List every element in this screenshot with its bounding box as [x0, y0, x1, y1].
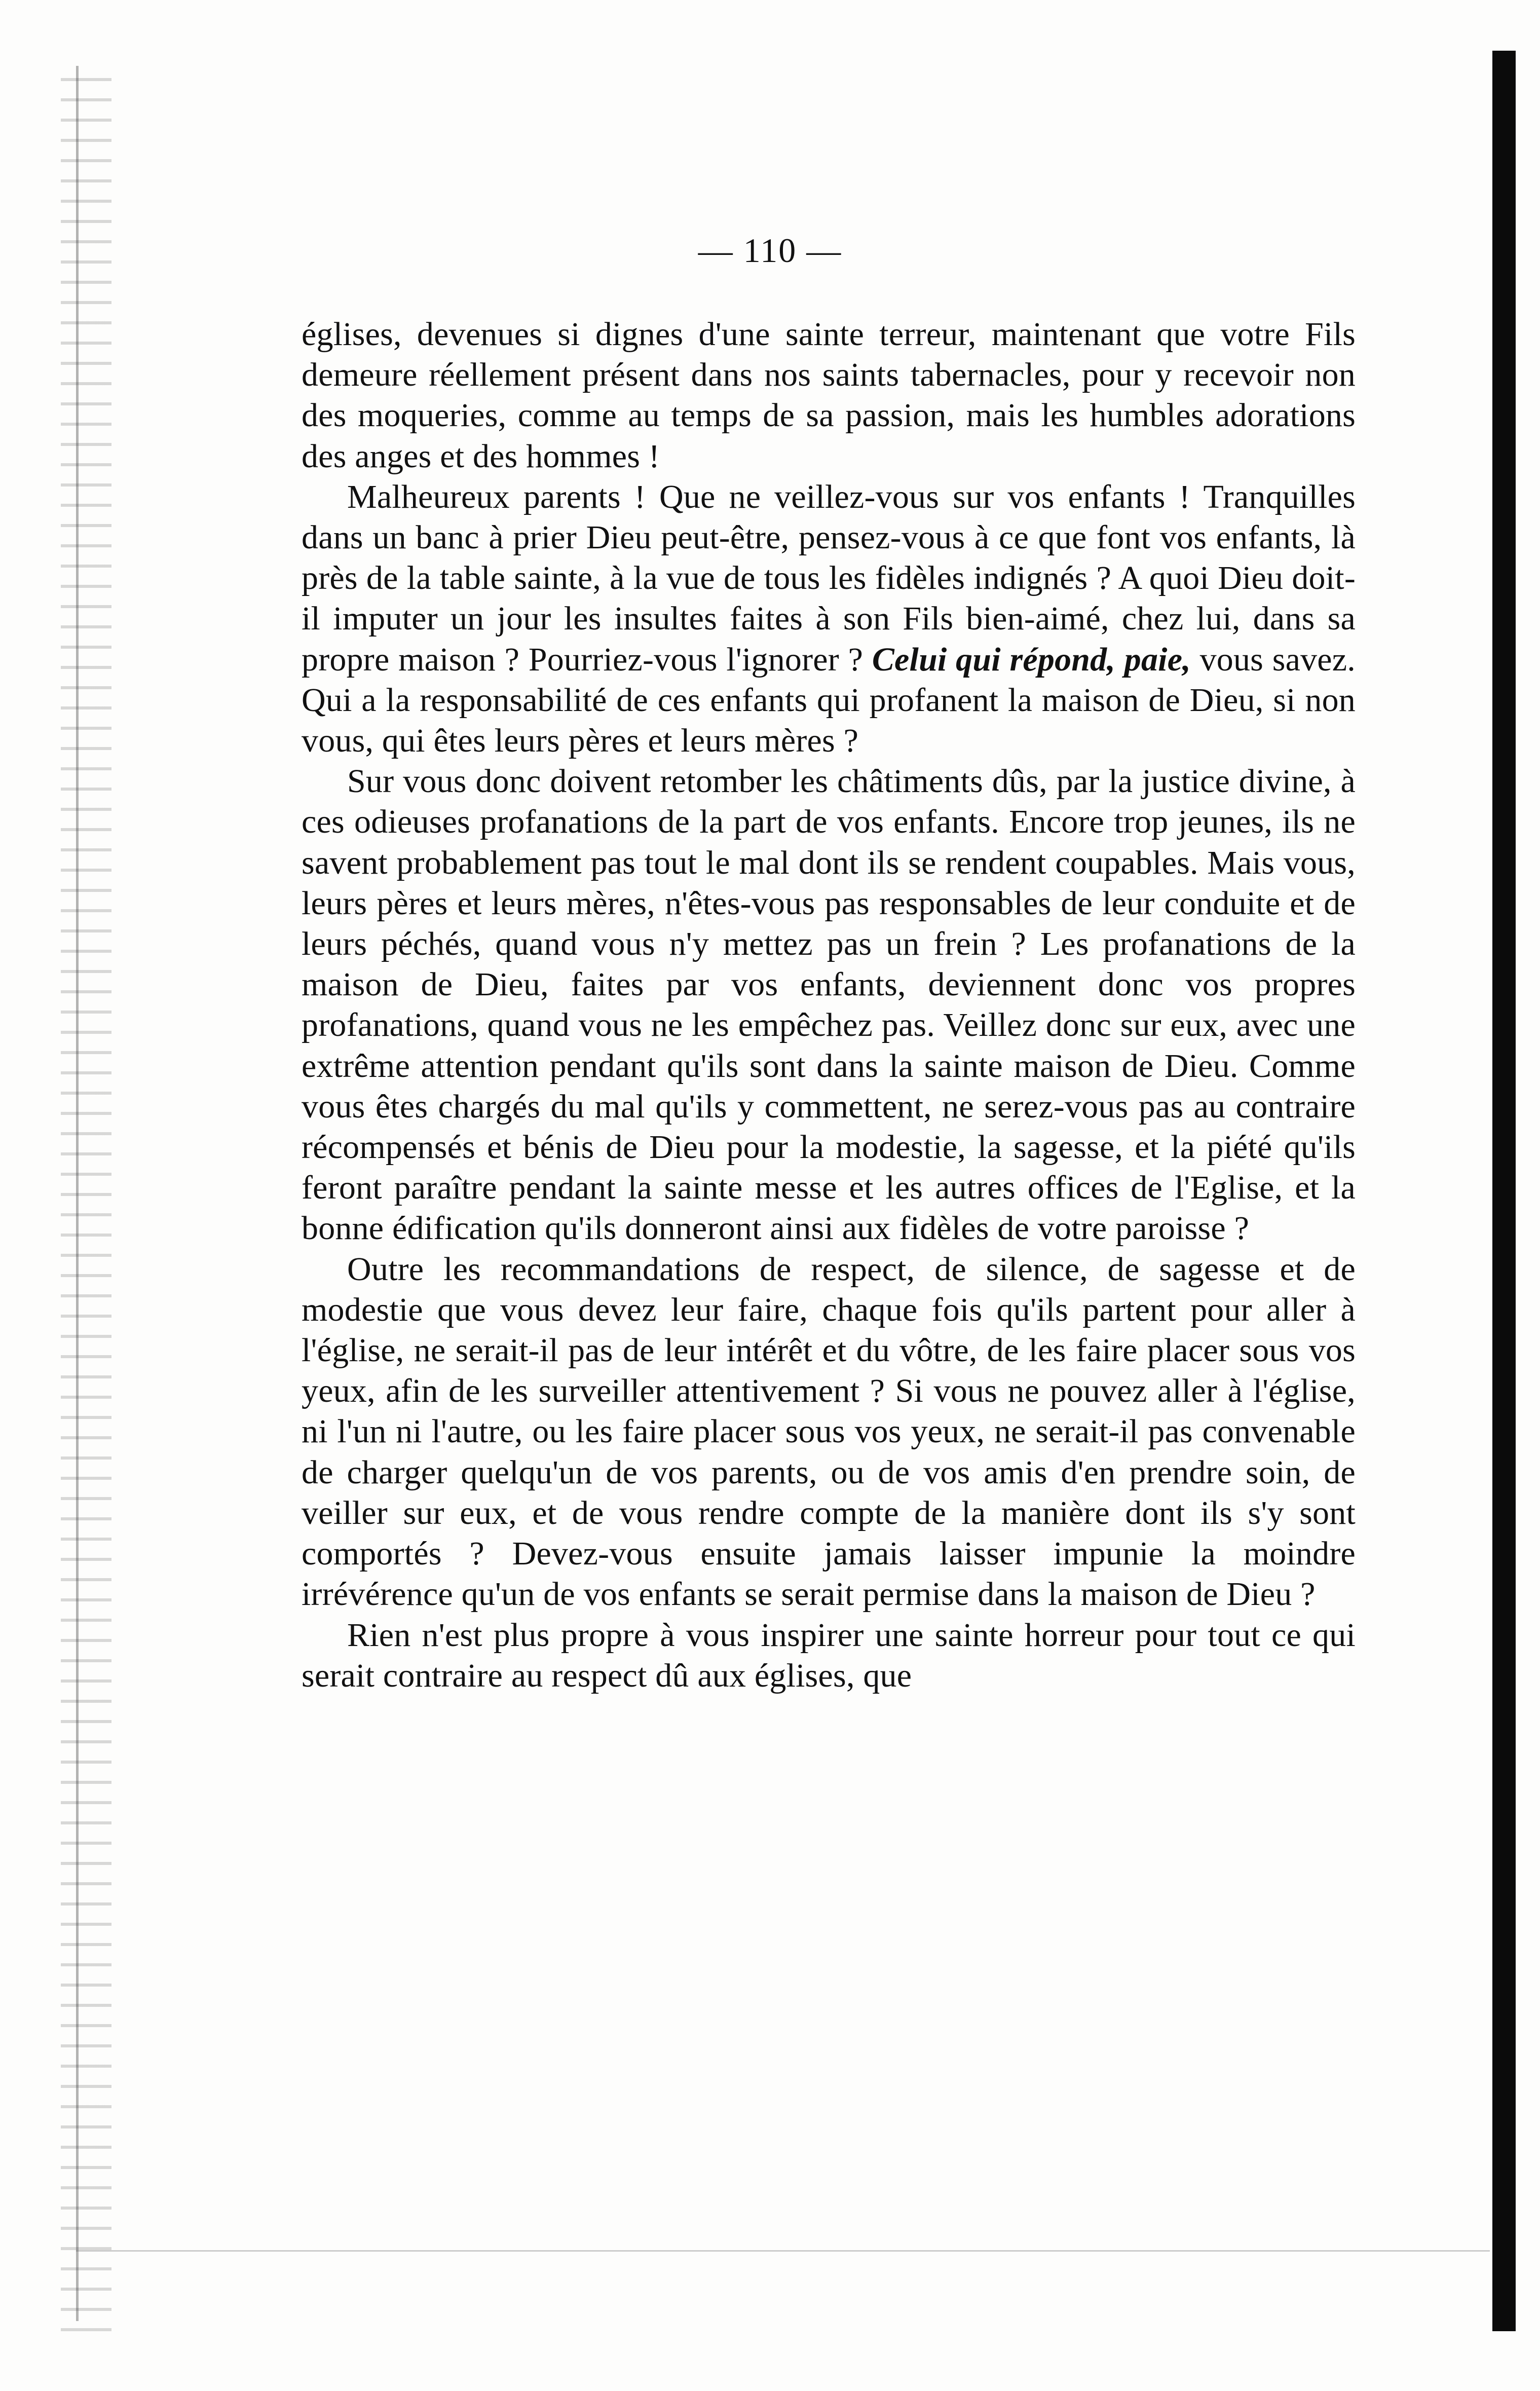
paragraph-2-emphasis: Celui qui répond, paie,	[872, 641, 1191, 678]
paragraph-2-text-b: vous savez. Qui a la responsabilité de ces enfants qui profanent la maison de Dieu, si non vous, qui êtes leurs pères et leurs mères ?	[302, 641, 1356, 760]
body-text	[302, 314, 1356, 1696]
page-number: — 110 —	[698, 231, 842, 270]
paragraph-4: Outre les recommandations de respect, de silence, de sagesse et de modestie que vous devez leur faire, chaque fois qu'ils partent pour aller à l'église, ne serait-il pas de leur intérêt et du vôtre, de les faire placer sous vos yeux, afin de les surveiller attentivement ? Si vous ne pouvez aller à l'église, ni l'un ni l'autre, ou les faire placer sous vos yeux, ne serait-il pas convenable de charger quelqu'un de vos parents, ou de vos amis d'en prendre soin, de veiller sur eux, et de vous rendre compte de la manière dont ils s'y sont comportés ? Devez-vous ensuite jamais laisser impunie la moindre irrévérence qu'un de vos enfants se serait permise dans la maison de Dieu ?	[302, 1250, 1356, 1613]
binding-edge-shadow	[61, 61, 111, 2331]
paragraph-2	[302, 477, 1356, 761]
scan-border-bar	[1492, 51, 1516, 2331]
paragraph-1: églises, devenues si dignes d'une sainte terreur, maintenant que votre Fils demeure réellement présent dans nos saints tabernacles, pour y recevoir non des moqueries, comme au temps de sa passion, mais les humbles adorations des anges et des hommes !	[302, 316, 1356, 475]
scan-bottom-line	[76, 2250, 1490, 2252]
binding-edge-line	[76, 66, 79, 2321]
paragraph-5: Rien n'est plus propre à vous inspirer une sainte horreur pour tout ce qui serait contraire au respect dû aux églises, que	[302, 1616, 1356, 1694]
paragraph-3: Sur vous donc doivent retomber les châtiments dûs, par la justice divine, à ces odieuses profanations de la part de vos enfants. Encore trop jeunes, ils ne savent probablement pas tout le mal dont ils se rendent coupables. Mais vous, leurs pères et leurs mères, n'êtes-vous pas responsables de leur conduite et de leurs péchés, quand vous n'y mettez pas un frein ? Les profanations de la maison de Dieu, faites par vos enfants, deviennent donc vos propres profanations, quand vous ne les empêchez pas. Veillez donc sur eux, avec une extrême attention pendant qu'ils sont dans la sainte maison de Dieu. Comme vous êtes chargés du mal qu'ils y commettent, ne serez-vous pas au contraire récompensés et bénis de Dieu pour la modestie, la sagesse, et la piété qu'ils feront paraître pendant la sainte messe et les autres offices de l'Eglise, et la bonne édification qu'ils donneront ainsi aux fidèles de votre paroisse ?	[302, 763, 1356, 1247]
paragraph-2-text-a: Malheureux parents ! Que ne veillez-vous sur vos enfants ! Tranquilles dans un banc à prier Dieu peut-être, pensez-vous à ce que font vos enfants, là près de la table sainte, à la vue de tous les fidèles indignés ? A quoi Dieu doit-il imputer un jour les insultes faites à son Fils bien-aimé, chez lui, dans sa propre maison ? Pourriez-vous l'ignorer ?	[302, 478, 1356, 678]
